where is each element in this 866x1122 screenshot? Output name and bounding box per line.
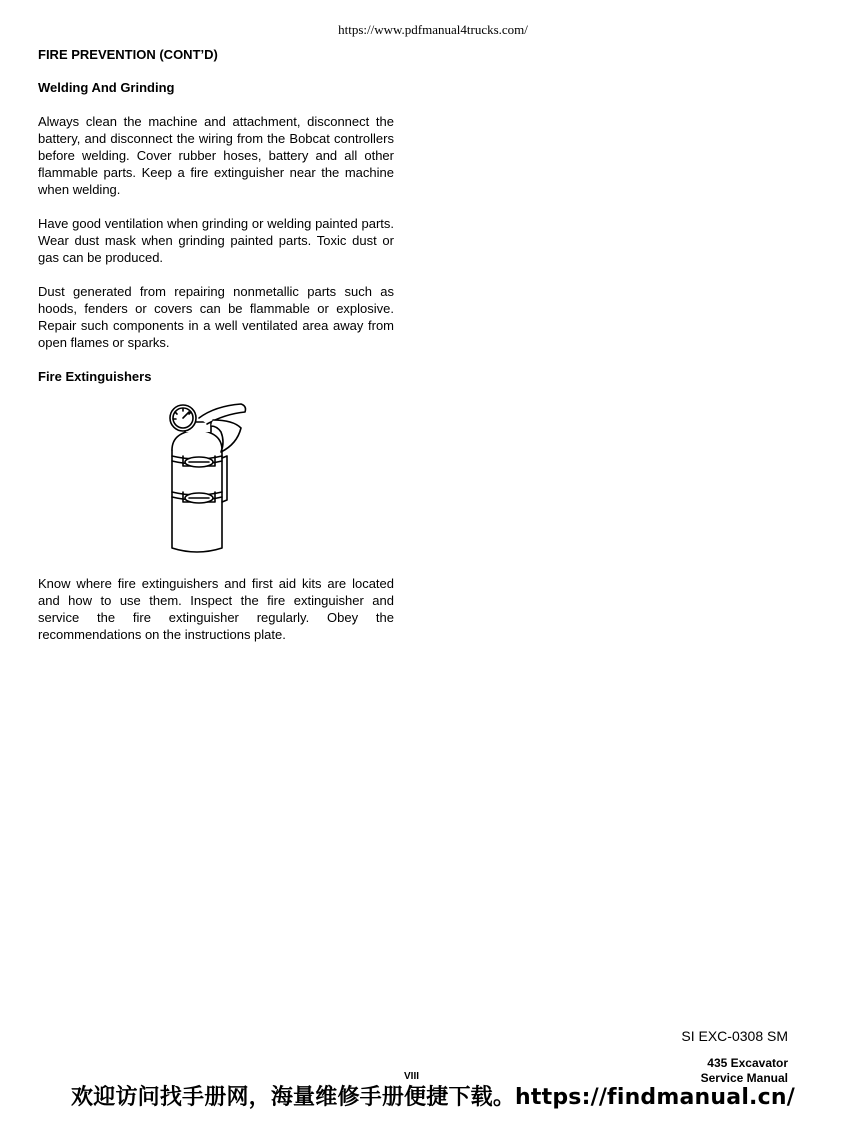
manual-name: Service Manual	[700, 1071, 788, 1085]
extinguishers-heading: Fire Extinguishers	[38, 369, 152, 384]
welding-paragraph-3: Dust generated from repairing nonmetallic parts such as hoods, fenders or covers can be flammable or explosive. Repair such components in a well ventilated area away from open flames or sparks.	[38, 284, 394, 350]
download-banner[interactable]: 欢迎访问找手册网，海量维修手册便捷下载。https://findmanual.cn/	[71, 1085, 795, 1110]
extinguishers-paragraph: Know where fire extinguishers and first aid kits are located and how to use them. Inspect the fire extinguisher and service the fire extinguisher regularly. Obey the recommendations on the instructions plate.	[38, 576, 394, 642]
header-url[interactable]: https://www.pdfmanual4trucks.com/	[338, 22, 528, 37]
section-title: FIRE PREVENTION (CONT’D)	[38, 47, 218, 62]
welding-paragraph-3-block	[38, 283, 394, 351]
fire-extinguisher-icon	[155, 398, 255, 558]
welding-paragraph-2-block	[38, 215, 394, 266]
welding-paragraph-2: Have good ventilation when grinding or welding painted parts. Wear dust mask when grinding painted parts. Toxic dust or gas can be produced.	[38, 216, 394, 265]
welding-section	[38, 79, 394, 96]
document-code: SI EXC-0308 SM	[681, 1028, 788, 1044]
welding-paragraph-1-block	[38, 113, 394, 198]
extinguishers-paragraph-block	[38, 575, 394, 643]
page-number: VIII	[404, 1071, 420, 1082]
section-title-block	[38, 46, 394, 63]
extinguishers-section	[38, 368, 394, 385]
model-name: 435 Excavator	[707, 1056, 788, 1070]
welding-paragraph-1: Always clean the machine and attachment, disconnect the battery, and disconnect the wiring from the Bobcat controllers before welding. Cover rubber hoses, battery and all other flammable parts. Keep a fire extinguisher near the machine when welding.	[38, 114, 394, 197]
welding-heading: Welding And Grinding	[38, 80, 175, 95]
